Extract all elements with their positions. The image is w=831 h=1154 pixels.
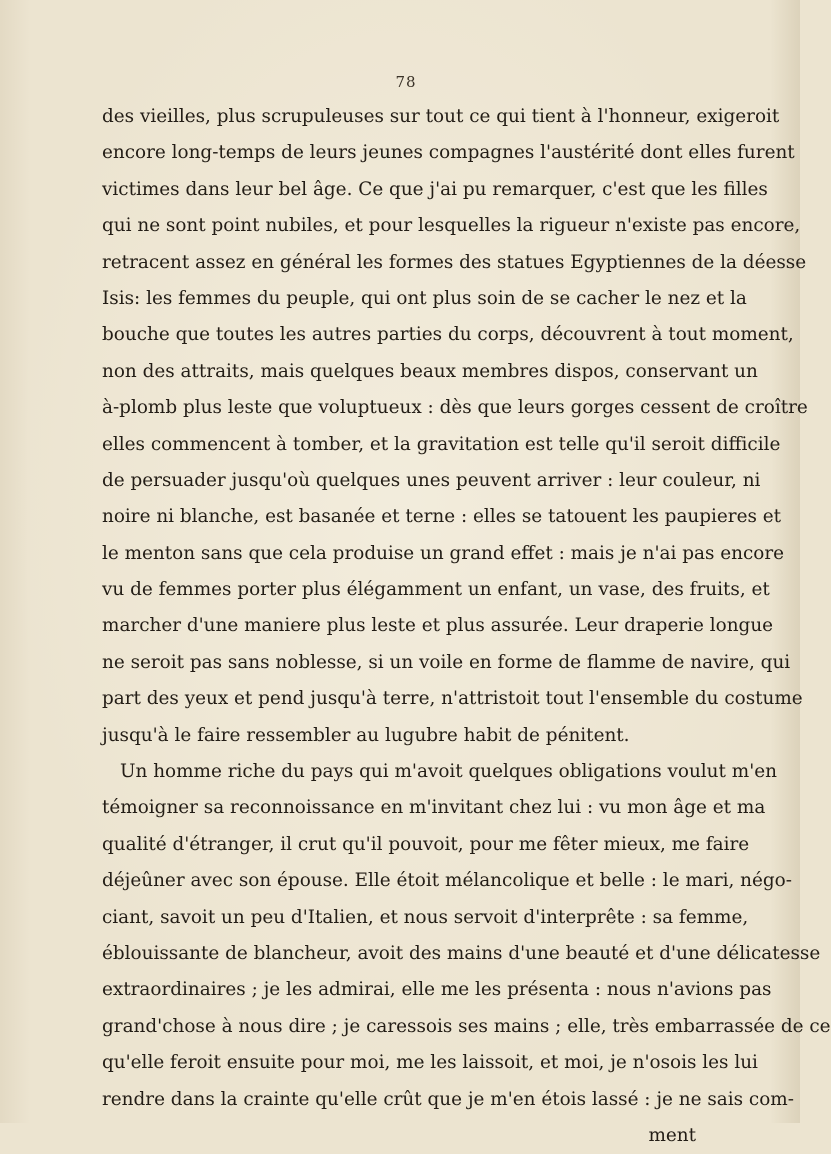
text-line: encore long-temps de leurs jeunes compagnes l'austérité dont elles furent [102, 142, 795, 164]
text-line: à-plomb plus leste que voluptueux : dès que leurs gorges cessent de croître [102, 397, 808, 419]
text-line: noire ni blanche, est basanée et terne : elles se tatouent les paupieres et [102, 506, 782, 528]
text-line: déjeûner avec son épouse. Elle étoit mélancolique et belle : le mari, négo- [102, 870, 792, 892]
text-line: qu'elle feroit ensuite pour moi, me les laissoit, et moi, je n'osois les lui [102, 1052, 758, 1074]
text-line: elles commencent à tomber, et la gravitation est telle qu'il seroit difficile [102, 433, 781, 455]
text-line: qui ne sont point nubiles, et pour lesquelles la rigueur n'existe pas encore, [102, 215, 801, 237]
text-line: témoigner sa reconnoissance en m'invitant chez lui : vu mon âge et ma [102, 797, 766, 819]
text-line: extraordinaires ; je les admirai, elle me les présenta : nous n'avions pas [102, 979, 772, 1001]
text-line: non des attraits, mais quelques beaux membres dispos, conservant un [102, 360, 758, 382]
text-line: victimes dans leur bel âge. Ce que j'ai pu remarquer, c'est que les filles [102, 178, 768, 200]
text-line: éblouissante de blancheur, avoit des mains d'une beauté et d'une délicatesse [102, 942, 821, 964]
text-line: retracent assez en général les formes des statues Egyptiennes de la déesse [102, 251, 807, 273]
text-line: ciant, savoit un peu d'Italien, et nous servoit d'interprête : sa femme, [102, 906, 749, 928]
text-line: part des yeux et pend jusqu'à terre, n'attristoit tout l'ensemble du costume [102, 688, 803, 710]
catchword: ment [648, 1124, 696, 1146]
text-line: bouche que toutes les autres parties du corps, découvrent à tout moment, [102, 324, 794, 346]
text-line: rendre dans la crainte qu'elle crût que je m'en étois lassé : je ne sais com- [102, 1088, 794, 1110]
text-line: des vieilles, plus scrupuleuses sur tout ce qui tient à l'honneur, exigeroit [102, 106, 780, 127]
text-line: ne seroit pas sans noblesse, si un voile en forme de flamme de navire, qui [102, 651, 791, 673]
body-text [102, 99, 831, 1154]
text-line: le menton sans que cela produise un grand effet : mais je n'ai pas encore [102, 542, 785, 564]
text-line: qualité d'étranger, il crut qu'il pouvoit, pour me fêter mieux, me faire [102, 833, 750, 855]
text-line: grand'chose à nous dire ; je caressois ses mains ; elle, très embarrassée de ce [102, 1015, 831, 1037]
page-number: 78 [395, 73, 417, 91]
paragraph-end-line: jusqu'à le faire ressembler au lugubre habit de pénitent. [102, 724, 630, 746]
paragraph-start-line: Un homme riche du pays qui m'avoit quelques obligations voulut m'en [120, 761, 777, 783]
text-line: vu de femmes porter plus élégamment un enfant, un vase, des fruits, et [102, 579, 770, 601]
text-line: marcher d'une maniere plus leste et plus assurée. Leur draperie longue [102, 615, 774, 637]
text-line: Isis: les femmes du peuple, qui ont plus soin de se cacher le nez et la [102, 287, 747, 309]
text-line: de persuader jusqu'où quelques unes peuvent arriver : leur couleur, ni [102, 469, 761, 491]
